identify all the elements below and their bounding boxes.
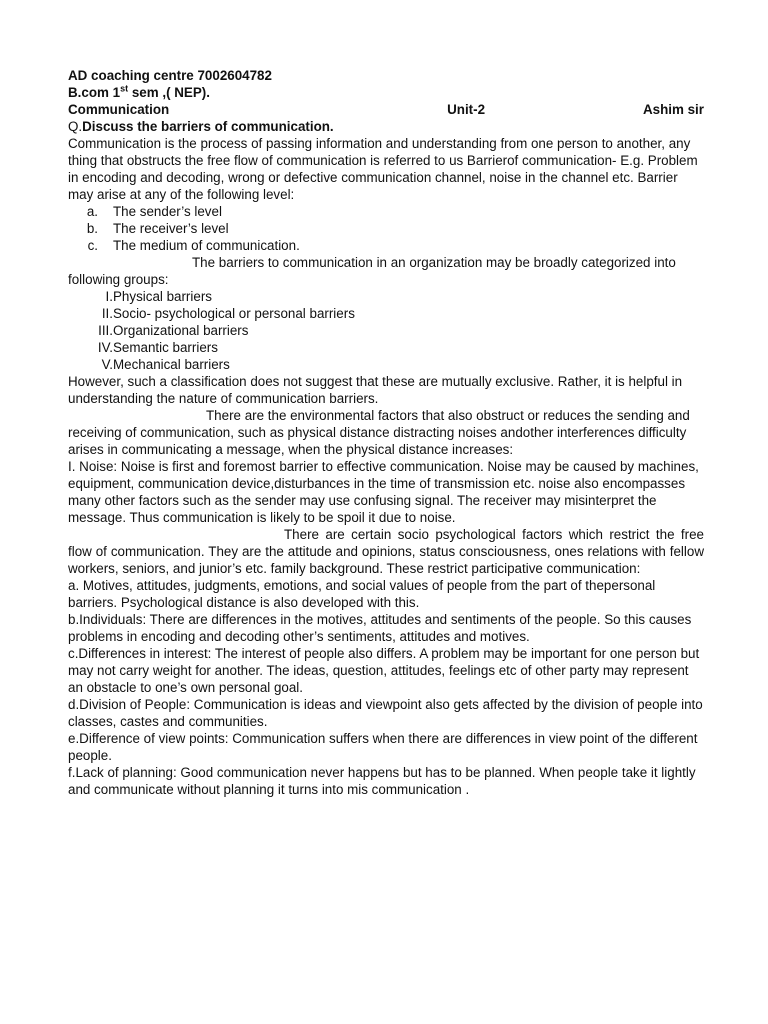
list-item-text: The sender’s level: [113, 204, 222, 219]
course-superscript: st: [120, 83, 129, 94]
list-item: [68, 305, 704, 322]
list-item: [68, 356, 704, 373]
socio-paragraph: There are certain socio psychological factors which restrict the free flow of communication. They are the attitude and opinions, status consciousness, ones relations with fellow workers, seniors, and junior’s etc. family background. These restrict participative communication:: [68, 527, 704, 576]
list-item-text: The medium of communication.: [113, 238, 300, 253]
list-marker: c.: [87, 238, 98, 253]
document-page: [68, 67, 704, 798]
point-paragraph: c.Differences in interest: The interest of people also differs. A problem may be important for one person but may not carry weight for another. The ideas, question, attitudes, feelings etc of other party may represent an obstacle to one’s own personal goal.: [68, 646, 700, 695]
coaching-centre-line: AD coaching centre 7002604782: [68, 68, 272, 83]
list-item: [68, 237, 704, 254]
categorized-paragraph: The barriers to communication in an organization may be broadly categorized into following groups:: [68, 255, 676, 287]
intro-paragraph: Communication is the process of passing information and understanding from one person to another, any thing that obstructs the free flow of communication is referred to us Barrierof communication- E.g. Problem in encoding and decoding, wrong or defective communication channel, noise in the channel etc. Barrier may arise at any of the following level:: [68, 136, 698, 202]
course-line: [68, 84, 704, 101]
point-paragraph: e.Difference of view points: Communication suffers when there are differences in view point of the different people.: [68, 731, 698, 763]
subject-label: Communication: [68, 102, 170, 117]
list-marker: I.: [105, 289, 113, 304]
levels-list: [68, 203, 704, 254]
list-marker: a.: [86, 204, 98, 219]
list-marker: III.: [98, 323, 113, 338]
list-item-text: Mechanical barriers: [113, 357, 230, 372]
list-marker: V.: [101, 357, 113, 372]
list-marker: IV.: [97, 340, 113, 355]
subject-row: [68, 101, 704, 118]
however-paragraph: However, such a classification does not suggest that these are mutually exclusive. Rather, it is helpful in understanding the nature of communication barriers.: [68, 374, 683, 406]
unit-label: Unit-2: [447, 102, 486, 117]
course-suffix: sem ,( NEP).: [128, 85, 210, 100]
list-item: [68, 339, 704, 356]
list-item: [68, 288, 704, 305]
environmental-paragraph: There are the environmental factors that also obstruct or reduces the sending and receiving of communication, such as physical distance distracting noises andother interferences difficulty arises in communicating a message, when the physical distance increases:: [68, 408, 690, 457]
point-paragraph: b.Individuals: There are differences in the motives, attitudes and sentiments of the people. So this causes problems in encoding and decoding other’s sentiments, attitudes and motives.: [68, 612, 692, 644]
list-item-text: Socio- psychological or personal barriers: [113, 306, 355, 321]
list-item-text: Semantic barriers: [113, 340, 218, 355]
teacher-label: Ashim sir: [642, 102, 704, 117]
list-marker: II.: [101, 306, 113, 321]
point-paragraph: a. Motives, attitudes, judgments, emotions, and social values of people from the part of thepersonal barriers. Psychological distance is also developed with this.: [68, 578, 656, 610]
list-item-text: Organizational barriers: [113, 323, 249, 338]
groups-list: [68, 288, 704, 373]
question-text: Discuss the barriers of communication.: [82, 119, 334, 134]
list-item: [68, 203, 704, 220]
list-marker: b.: [86, 221, 98, 236]
noise-paragraph: I. Noise: Noise is first and foremost barrier to effective communication. Noise may be caused by machines, equipment, communication device,disturbances in the time of transmission etc. noise also encompasses many other factors such as the sender may use confusing signal. The receiver may misinterpret the message. Thus communication is likely to be spoil it due to noise.: [68, 459, 699, 525]
course-prefix: B.com 1: [68, 85, 121, 100]
point-paragraph: f.Lack of planning: Good communication never happens but has to be planned. When people take it lightly and communicate without planning it turns into mis communication .: [68, 765, 696, 797]
list-item: [68, 220, 704, 237]
list-item-text: The receiver’s level: [113, 221, 229, 236]
point-paragraph: d.Division of People: Communication is ideas and viewpoint also gets affected by the division of people into classes, castes and communities.: [68, 697, 703, 729]
list-item: [68, 322, 704, 339]
question-line: [68, 118, 704, 135]
list-item-text: Physical barriers: [113, 289, 212, 304]
question-prefix: Q.: [68, 119, 83, 134]
